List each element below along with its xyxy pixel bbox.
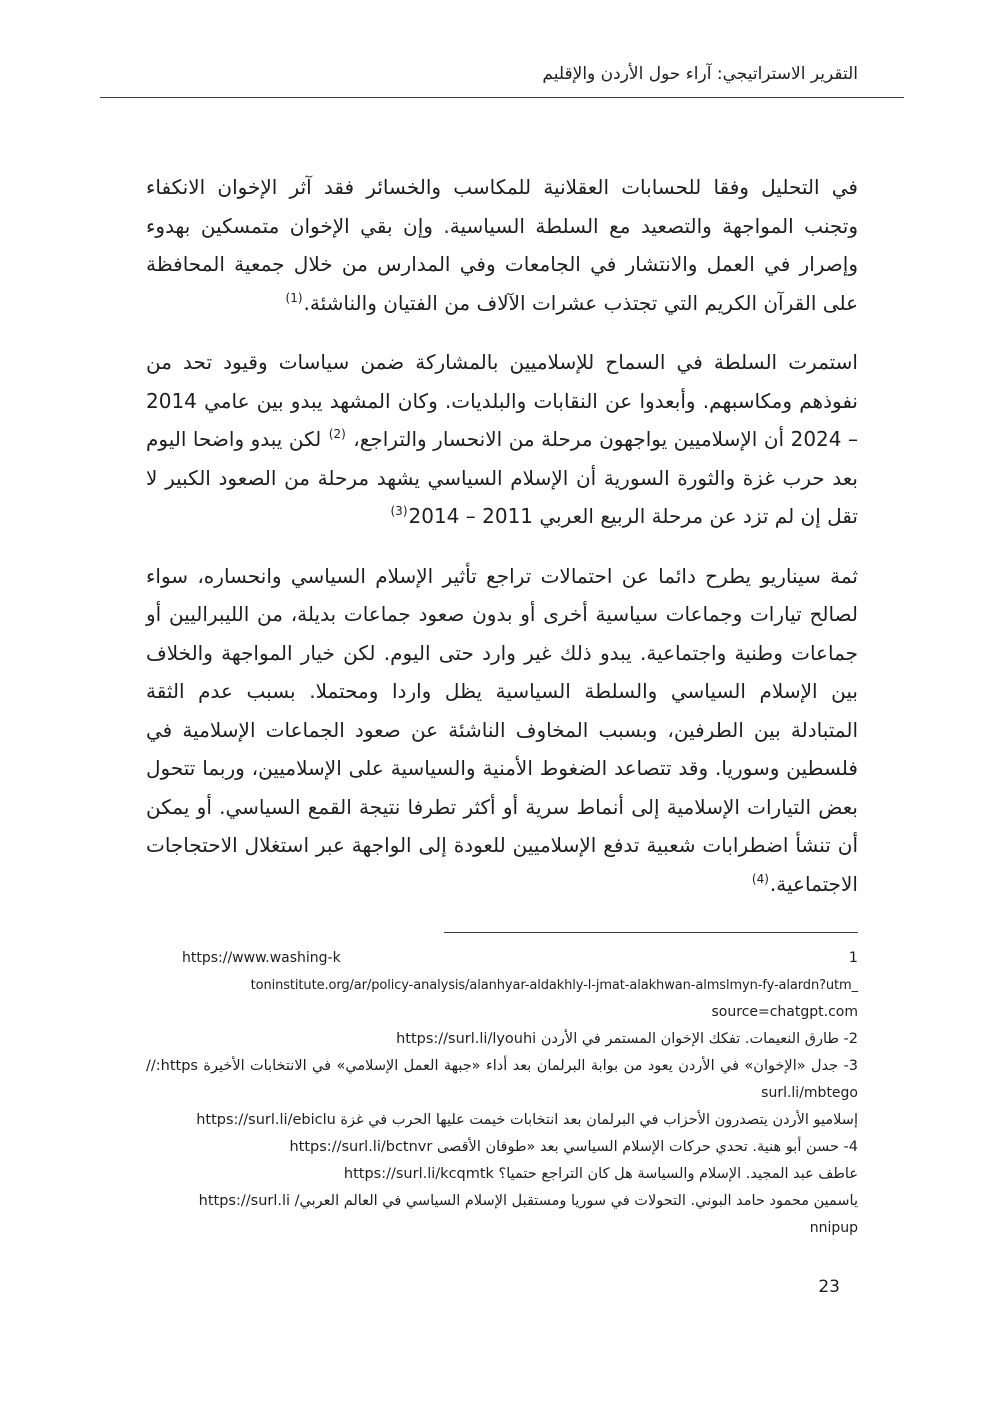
footnote-1-url-middle[interactable]: toninstitute.org/ar/policy-analysis/alanhyar-aldakhly-l-jmat-alakhwan-almslmyn-fy-alardn?utm_ [250, 978, 858, 993]
article-body [146, 168, 858, 903]
page-number: 23 [818, 1277, 840, 1297]
footnote-ref-2: (2) [328, 427, 346, 442]
paragraph-2-text-a: استمرت السلطة في السماح للإسلاميين بالمشاركة ضمن سياسات وقيود تحد من نفوذهم ومكاسبهم. وأبعدوا عن النقابات والبلديات. وكان المشهد يبدو بين عامي 2014 – 2024 أن الإسلاميين يواجهون مرحلة من الانحسار والتراجع، [146, 350, 859, 451]
footnote-4-line-4 [146, 1215, 858, 1242]
footnote-4-line-1: 4- حسن أبو هنية. تحدي حركات الإسلام السياسي بعد «طوفان الأقصى https://surl.li/bctnvr [289, 1139, 858, 1155]
footnote-4-line-2: عاطف عبد المجيد. الإسلام والسياسة هل كان التراجع حتميا؟ https://surl.li/kcqmtk [343, 1166, 858, 1182]
paragraph-2-text-b: لكن يبدو واضحا اليوم بعد حرب غزة والثورة السورية أن الإسلام السياسي يشهد مرحلة من الصعود الكبير لا تقل إن لم تزد عن مرحلة الربيع العربي 2011 – 2014 [146, 427, 858, 528]
header-rule [100, 97, 904, 98]
footnote-3-line-2 [146, 1080, 858, 1107]
footnote-ref-3: (3) [390, 504, 408, 519]
page-header [100, 64, 904, 98]
footnote-4-line-3: ياسمين محمود حامد البوني. التحولات في سوريا ومستقبل الإسلام السياسي في العالم العربي/ https://surl.li [198, 1193, 858, 1209]
footnote-3-line-1: 3- جدل «الإخوان» في الأردن يعود من بوابة البرلمان بعد أداء «جبهة العمل الإسلامي» في الانتخابات الأخيرة https:// [146, 1058, 858, 1074]
footnote-separator-rule [444, 932, 858, 933]
footnote-1-line-1 [146, 945, 858, 972]
footnote-1-url-end[interactable]: source=chatgpt.com [711, 1004, 858, 1020]
running-head-title: التقرير الاستراتيجي: آراء حول الأردن والإقليم [542, 64, 858, 84]
footnote-1-url-start[interactable]: https://www.washing-k [182, 950, 341, 966]
footnote-1-number: 1 [848, 950, 858, 966]
footnote-1-line-2 [146, 972, 858, 999]
footnote-4-url-wrap[interactable]: nnipup [809, 1220, 858, 1236]
paragraph-1-text: في التحليل وفقا للحسابات العقلانية للمكاسب والخسائر فقد آثر الإخوان الانكفاء وتجنب المواجهة والتصعيد مع السلطة السياسية. وإن بقي الإخوان متمسكين بهدوء وإصرار في العمل والانتشار في الجامعات وفي المدارس من خلال جمعية المحافظة على القرآن الكريم التي تجتذب عشرات الآلاف من الفتيان والناشئة. [146, 175, 858, 315]
footnotes-section [146, 932, 858, 1242]
paragraph-3-text: ثمة سيناريو يطرح دائما عن احتمالات تراجع تأثير الإسلام السياسي وانحساره، سواء لصالح تيارات وجماعات سياسية أخرى أو بدون صعود جماعات بديلة، من الليبراليين أو جماعات وطنية واجتماعية. يبدو ذلك غير وارد حتى اليوم. لكن خيار المواجهة والخلاف بين الإسلام السياسي والسلطة السياسية يظل واردا ومحتملا. بسبب عدم الثقة المتبادلة بين الطرفين، وبسبب المخاوف الناشئة عن صعود الجماعات الإسلامية في فلسطين وسوريا. وقد تتصاعد الضغوط الأمنية والسياسية على الإسلاميين، وربما تتحول بعض التيارات الإسلامية إلى أنماط سرية أو أكثر تطرفا نتيجة القمع السياسي. أو يمكن أن تنشأ اضطرابات شعبية تدفع الإسلاميين للعودة إلى الواجهة عبر استغلال الاحتجاجات الاجتماعية. [146, 563, 858, 896]
paragraph-1 [146, 168, 858, 322]
paragraph-2 [146, 343, 858, 536]
footnote-2: 2- طارق النعيمات. تفكك الإخوان المستمر في الأردن https://surl.li/lyouhi [396, 1031, 858, 1047]
footnote-3-line-3: إسلاميو الأردن يتصدرون الأحزاب في البرلمان بعد انتخابات خيمت عليها الحرب في غزة https://surl.li/ebiclu [196, 1112, 858, 1128]
footnote-1-line-3 [146, 999, 858, 1026]
footnote-ref-1: (1) [285, 290, 303, 305]
paragraph-3 [146, 557, 858, 904]
footnote-3-url-wrap[interactable]: surl.li/mbtego [761, 1085, 858, 1101]
footnote-ref-4: (4) [751, 871, 769, 886]
